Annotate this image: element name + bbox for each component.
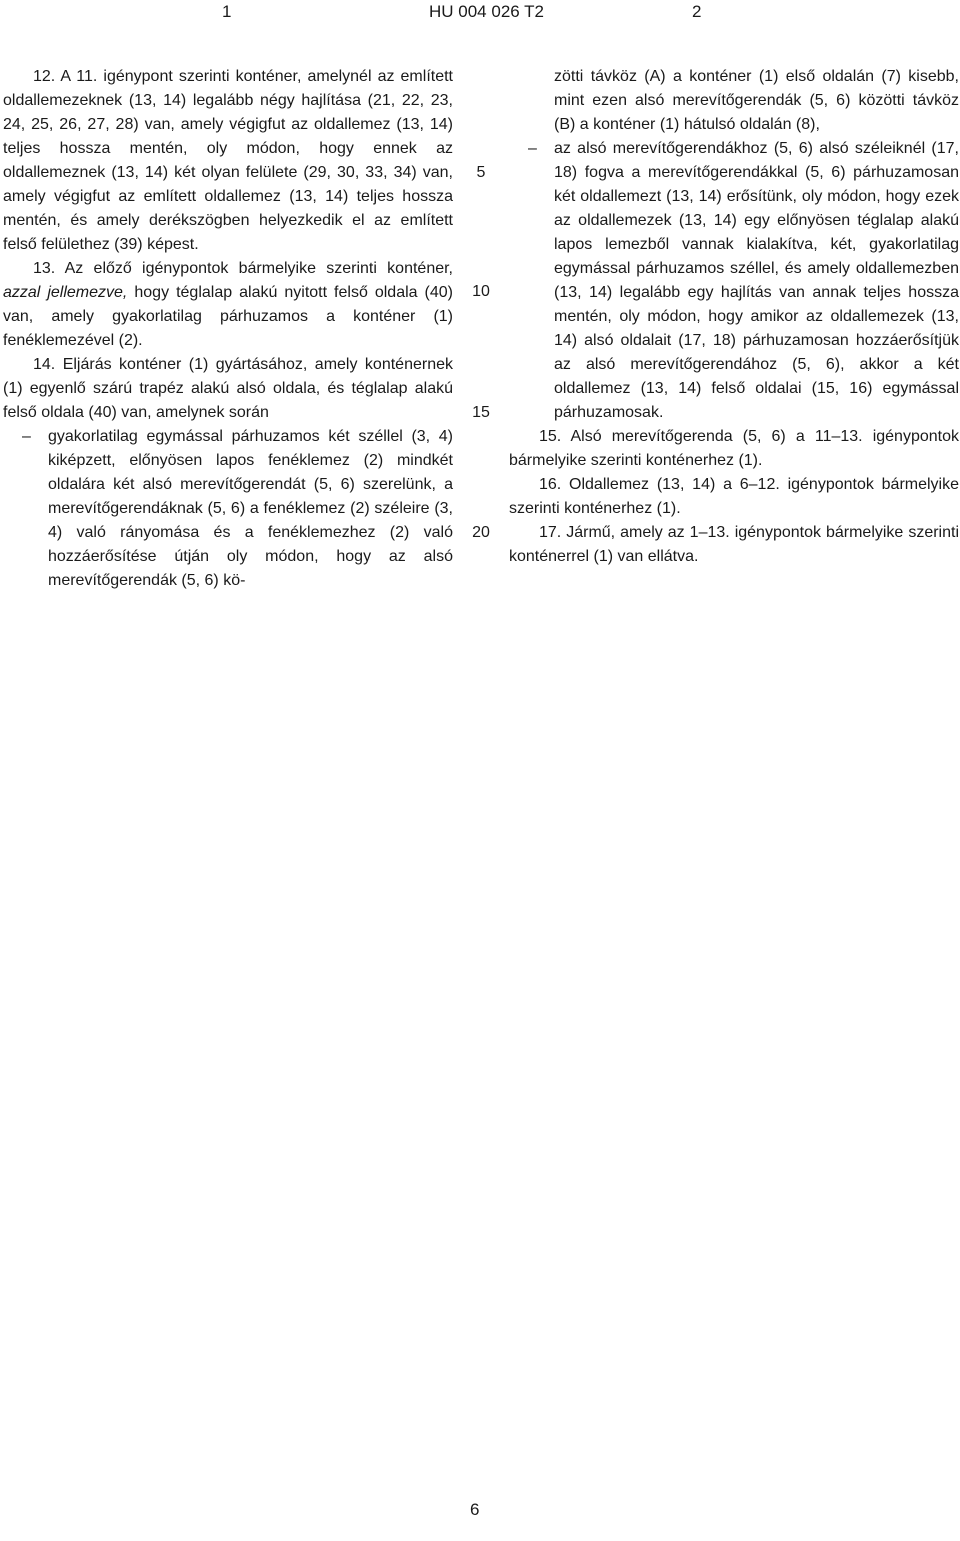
claim-14-step-1-continuation: zötti távköz (A) a konténer (1) első oldalán (7) kisebb, mint ezen alsó merevítőgerendák (5, 6) közötti távköz (B) a konténer (1) hátulsó oldalán (8), (554, 68, 959, 133)
claim-14-step-1 (3, 425, 453, 593)
claim-14-step-1-continued (509, 65, 959, 137)
claim-14-intro: 14. Eljárás konténer (1) gyártásához, amely konténernek (1) egyenlő szárú trapéz alakú alsó oldala, és téglalap alakú felső oldala (40) van, amelynek során (3, 356, 453, 421)
dash-bullet: – (528, 140, 537, 157)
claim-13-emphasis: azzal jellemezve, (3, 284, 128, 301)
header-right-page-number: 2 (692, 2, 702, 21)
claim-17: 17. Jármű, amely az 1–13. igénypontok bármelyike szerinti konténerrel (1) van ellátva. (509, 524, 959, 565)
claim-16: 16. Oldallemez (13, 14) a 6–12. igénypontok bármelyike szerinti konténerhez (1). (509, 476, 959, 517)
claim-13-lead: 13. Az előző igénypontok bármelyike szerinti konténer, (33, 260, 453, 277)
claim-14-step-1-text: gyakorlatilag egymással párhuzamos két széllel (3, 4) kiképzett, előnyösen lapos fenéklemez (2) mindkét oldalára két alsó merevítőgerendát (5, 6) szerelünk, a merevítőgerendáknak (5, 6) a fenéklemez (2) széleire (3, 4) való rányomása és a fenéklemezhez (2) való hozzáerősítése útján oly módon, hogy az alsó merevítőgerendák (5, 6) kö- (48, 428, 453, 589)
line-number-20: 20 (472, 524, 490, 541)
claim-14-step-2-text: az alsó merevítőgerendákhoz (5, 6) alsó széleiknél (17, 18) fogva a merevítőgerendákkal (5, 6) párhuzamosan két oldallemezt (13, 14) erősítünk, oly módon, hogy ezek az oldallemezek (13, 14) egy előnyösen téglalap alakú lapos lemezből vannak kialakítva, két, gyakorlatilag egymással párhuzamos széllel, és amely oldallemezben (13, 14) legalább egy hajlítás van annak teljes hossza mentén, oly módon, hogy amikor az oldallemezek (13, 14) alsó oldalait (17, 18) párhuzamosan hozzáerősítjük az alsó merevítőgerendához (5, 6), akkor a két oldallemez (13, 14) felső oldalai (15, 16) egymással párhuzamosak. (554, 140, 959, 421)
dash-bullet: – (22, 428, 31, 445)
header-document-number: HU 004 026 T2 (429, 2, 544, 21)
claim-13 (3, 257, 453, 353)
right-column (509, 65, 959, 569)
header-left-page-number: 1 (222, 2, 232, 21)
claim-13-rest: hogy téglalap alakú nyitott felső oldala (40) van, amely gyakorlatilag párhuzamos a konténer (1) fenéklemezével (2). (3, 284, 454, 349)
line-number-10: 10 (472, 283, 490, 300)
claim-12: 12. A 11. igénypont szerinti konténer, amelynél az említett oldallemezeknek (13, 14) legalább négy hajlítása (21, 22, 23, 24, 25, 26, 27, 28) van, amely végigfut az oldallemez (13, 14) teljes hossza mentén, oly módon, hogy ennek az oldallemeznek (13, 14) két olyan felülete (29, 30, 33, 34) van, amely végigfut az említett oldallemez (13, 14) teljes hossza mentén, és amely derékszögben helyezkedik el az említett felső felülethez (39) képest. (3, 68, 453, 253)
claim-15: 15. Alsó merevítőgerenda (5, 6) a 11–13. igénypontok bármelyike szerinti konténerhez (1). (509, 428, 959, 469)
footer-page-number: 6 (470, 1500, 480, 1519)
line-number-5: 5 (476, 164, 486, 181)
left-column (3, 65, 453, 593)
line-number-15: 15 (472, 404, 490, 421)
claim-14-step-2 (509, 137, 959, 425)
